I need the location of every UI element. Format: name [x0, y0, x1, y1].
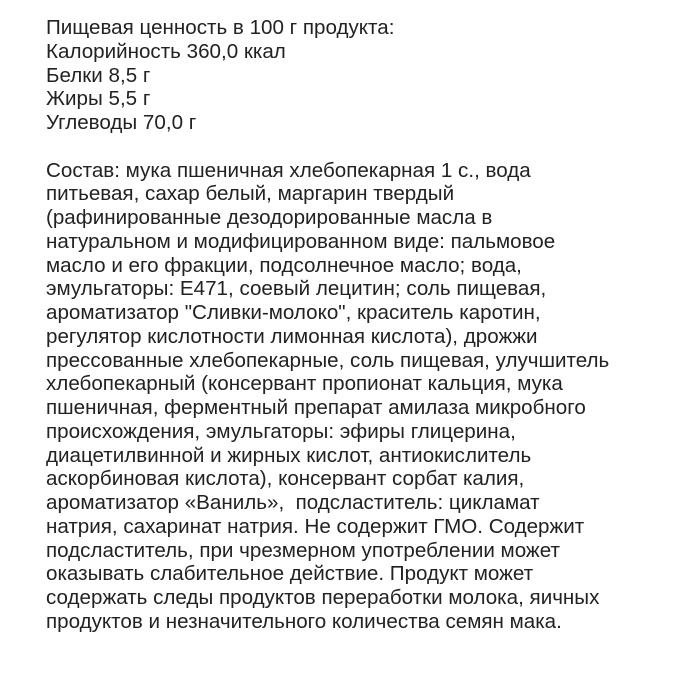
composition-line: регулятор кислотности лимонная кислота), дрожжи	[46, 324, 538, 348]
composition-line: эмульгаторы: Е471, соевый лецитин; соль пищевая,	[46, 277, 547, 301]
composition-line: (рафинированные дезодорированные масла в	[46, 206, 493, 229]
composition-line: ароматизатор «Ваниль», подсластитель: цикламат	[46, 491, 540, 514]
nutrition-carbs: Углеводы 70,0 г	[46, 111, 197, 134]
composition-line: питьевая, сахар белый, маргарин твердый	[46, 182, 455, 206]
nutrition-fat: Жиры 5,5 г	[46, 87, 151, 111]
composition-line: продуктов и незначительного количества семян мака.	[46, 609, 562, 633]
product-label-text	[46, 16, 696, 634]
nutrition-heading: Пищевая ценность в 100 г продукта:	[46, 16, 395, 39]
composition-line: ароматизатор "Сливки-молоко", краситель каротин,	[46, 301, 541, 324]
composition-line: диацетилвинной и жирных кислот, антиокислитель	[46, 443, 532, 467]
composition-line: происхождения, эмульгаторы: эфиры глицерина,	[46, 419, 516, 443]
composition-line: натуральном и модифицированном виде: пальмовое	[46, 229, 556, 253]
composition-line: натрия, сахаринат натрия. Не содержит ГМО. Содержит	[46, 514, 585, 538]
composition-line: аскорбиновая кислота), консервант сорбат калия,	[46, 467, 525, 491]
composition-line: оказывать слабительное действие. Продукт может	[46, 562, 534, 586]
nutrition-calories: Калорийность 360,0 ккал	[46, 39, 286, 63]
composition-line: масло и его фракции, подсолнечное масло; вода,	[46, 253, 522, 277]
composition-section	[46, 159, 696, 634]
nutrition-section	[46, 16, 696, 135]
nutrition-protein: Белки 8,5 г	[46, 63, 151, 87]
composition-line: пшеничная, ферментный препарат амилаза микробного	[46, 396, 586, 419]
composition-line: содержать следы продуктов переработки молока, яичных	[46, 586, 600, 609]
section-spacer	[46, 135, 696, 159]
composition-line: прессованные хлебопекарные, соль пищевая, улучшитель	[46, 348, 610, 372]
composition-line: хлебопекарный (консервант пропионат кальция, мука	[46, 372, 563, 396]
composition-line: Состав: мука пшеничная хлебопекарная 1 с., вода	[46, 158, 531, 182]
composition-line: подсластитель, при чрезмерном употреблении может	[46, 538, 560, 562]
